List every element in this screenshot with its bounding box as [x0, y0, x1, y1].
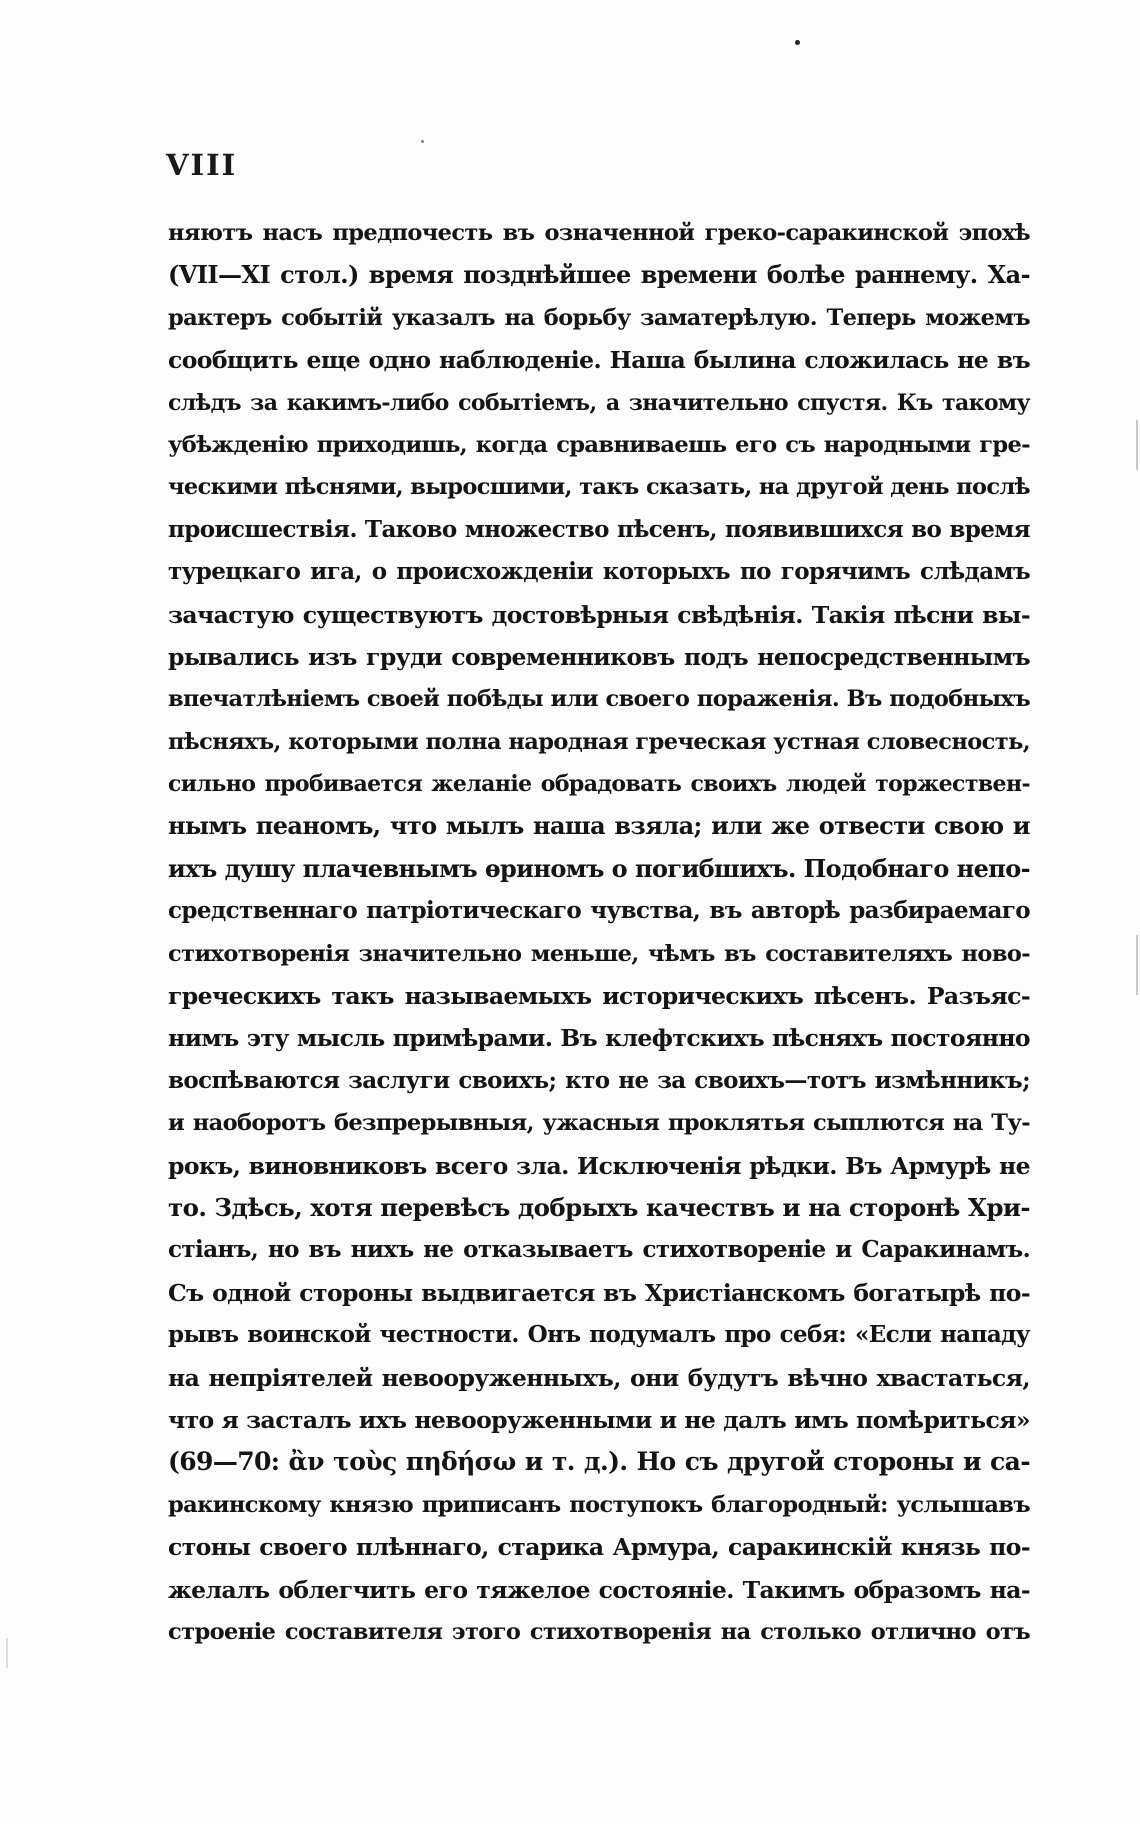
text-line: и наоборотъ безпрерывныя, ужасныя проклятья сыплются на Ту- — [168, 1110, 1030, 1137]
text-line: рокъ, виновниковъ всего зла. Исключенія рѣдки. Въ Армурѣ не — [168, 1151, 1030, 1180]
text-line: ческими пѣснями, выросшими, такъ сказать, на другой день послѣ — [168, 474, 1030, 501]
text-line: пѣсняхъ, которыми полна народная греческая устная словесность, — [168, 728, 1030, 755]
text-line: сильно пробивается желаніе обрадовать своихъ людей торжествен- — [168, 771, 1030, 798]
text-line: стоны своего плѣннаго, старика Армура, саракинскій князь по- — [168, 1533, 1030, 1562]
text-line: нымъ пеаномъ, что мылъ наша взяла; или же отвести свою и — [168, 811, 1030, 841]
text-line: впечатлѣніемъ своей побѣды или своего пораженія. Въ подобныхъ — [168, 686, 1030, 713]
text-line: сообщить еще одно наблюденіе. Наша былина сложилась не въ — [168, 346, 1030, 375]
ink-speck — [795, 40, 800, 45]
text-line: (VII—XI стол.) время позднѣйшее времени болѣе раннему. Ха- — [168, 260, 1030, 290]
text-line: зачастую существуютъ достовѣрныя свѣдѣнія. Такія пѣсни вы- — [168, 600, 1030, 629]
page-number: VIII — [166, 148, 238, 182]
body-text — [168, 212, 1030, 1653]
page-edge-mark — [1136, 420, 1138, 470]
ink-speck — [421, 140, 424, 143]
page-edge-mark — [1136, 935, 1138, 995]
text-line: (69—70: ἂν τοὺς πηδήσω и т. д.). Но съ другой стороны и са- — [168, 1447, 1030, 1477]
text-line: происшествія. Таково множество пѣсенъ, появившихся во время — [168, 515, 1030, 543]
text-line: Съ одной стороны выдвигается въ Христіанскомъ богатырѣ по- — [168, 1278, 1030, 1307]
text-line: турецкаго ига, о происхожденіи которыхъ по горячимъ слѣдамъ — [168, 558, 1030, 586]
text-line: греческихъ такъ называемыхъ историческихъ пѣсенъ. Разъяс- — [168, 982, 1030, 1011]
text-line: желалъ облегчить его тяжелое состояніе. Такимъ образомъ на- — [168, 1575, 1030, 1604]
text-line: нимъ эту мысль примѣрами. Въ клефтскихъ пѣсняхъ постоянно — [168, 1024, 1030, 1053]
text-line: слѣдъ за какимъ-либо событіемъ, а значительно спустя. Къ такому — [168, 389, 1030, 416]
text-line: няютъ насъ предпочесть въ означенной греко-саракинской эпохѣ — [168, 220, 1030, 246]
text-line: что я засталъ ихъ невооруженными и не далъ имъ помѣриться» — [168, 1405, 1030, 1434]
text-line: средственнаго патріотическаго чувства, въ авторѣ разбираемаго — [168, 897, 1030, 925]
text-line: ихъ душу плачевнымъ ѳриномъ о погибшихъ. Подобнаго непо- — [168, 853, 1030, 883]
text-line: рактеръ событій указалъ на борьбу заматерѣлую. Теперь можемъ — [168, 304, 1030, 331]
text-line: воспѣваются заслуги своихъ; кто не за своихъ—тотъ измѣнникъ; — [168, 1066, 1030, 1094]
text-line: стіанъ, но въ нихъ не отказываетъ стихотвореніе и Саракинамъ. — [168, 1236, 1030, 1264]
text-line: рывъ воинской честности. Онъ подумалъ про себя: «Если нападу — [168, 1321, 1030, 1349]
page-edge-mark — [6, 1638, 8, 1668]
text-line: то. Здѣсь, хотя перевѣсъ добрыхъ качествъ и на сторонѣ Хри- — [168, 1192, 1030, 1222]
text-line: строеніе составителя этого стихотворенія на столько отлично отъ — [168, 1618, 1030, 1645]
text-line: стихотворенія значительно меньше, чѣмъ въ составителяхъ ново- — [168, 940, 1030, 967]
text-line: рывались изъ груди современниковъ подъ непосредственнымъ — [168, 642, 1030, 671]
text-line: убѣжденію приходишь, когда сравниваешь его съ народными гре- — [168, 431, 1030, 458]
text-line: на непріятелей невооруженныхъ, они будутъ вѣчно хвастаться, — [168, 1363, 1030, 1392]
text-line: ракинскому князю приписанъ поступокъ благородный: услышавъ — [168, 1491, 1030, 1518]
